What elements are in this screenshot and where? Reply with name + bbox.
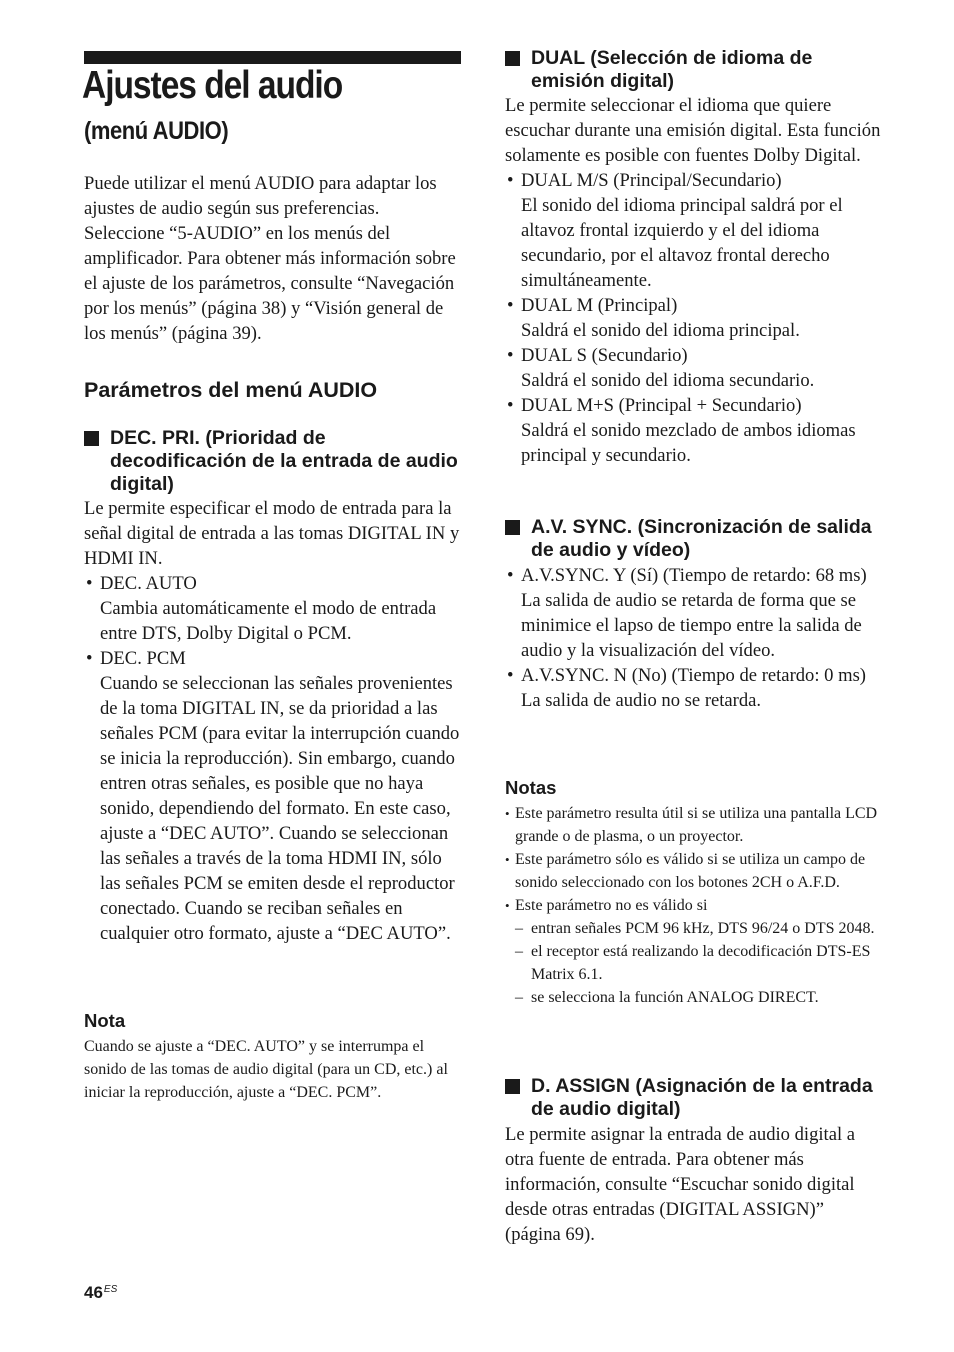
note-item: • Este parámetro sólo es válido si se utiliza un campo de sonido seleccionado con los botones 2CH o A.F.D. bbox=[505, 848, 883, 894]
bullet-icon: • bbox=[507, 295, 514, 316]
square-bullet-icon bbox=[505, 51, 520, 66]
bullet-icon: • bbox=[507, 170, 514, 191]
dec-pri-heading: DEC. PRI. (Prioridad de decodificación de la entrada de audio digital) bbox=[84, 427, 461, 496]
bullet-icon: • bbox=[507, 565, 514, 586]
notes-heading: Notas bbox=[505, 777, 557, 798]
bullet-icon: • bbox=[86, 648, 93, 669]
note-item: • Este parámetro no es válido si bbox=[505, 894, 883, 917]
sub-note-item: – entran señales PCM 96 kHz, DTS 96/24 o DTS 2048. bbox=[505, 917, 883, 940]
bullet-icon: • bbox=[507, 665, 514, 686]
list-item bbox=[505, 343, 883, 393]
square-bullet-icon bbox=[84, 431, 99, 446]
sub-note-item: – se selecciona la función ANALOG DIRECT. bbox=[505, 986, 883, 1009]
page-title: Ajustes del audio bbox=[82, 64, 343, 107]
bullet-icon: • bbox=[86, 573, 93, 594]
bullet-icon: • bbox=[505, 898, 510, 913]
d-assign-heading: D. ASSIGN (Asignación de la entrada de audio digital) bbox=[505, 1075, 883, 1121]
page-subtitle: (menú AUDIO) bbox=[84, 117, 229, 145]
item-description: Saldrá el sonido del idioma principal. bbox=[521, 320, 800, 341]
item-description: El sonido del idioma principal saldrá por el altavoz frontal izquierdo y el del idioma secundario, por el altavoz frontal derecho simultáneamente. bbox=[521, 195, 843, 291]
square-bullet-icon bbox=[505, 1079, 520, 1094]
item-description: La salida de audio se retarda de forma que se minimice el lapso de tiempo entre la salida de audio y la visualización del vídeo. bbox=[521, 590, 862, 661]
item-label: A.V.SYNC. Y (Sí) (Tiempo de retardo: 68 ms) bbox=[521, 565, 867, 586]
dual-description: Le permite seleccionar el idioma que quiere escuchar durante una emisión digital. Esta función solamente es posible con fuentes Dolby Digital. bbox=[505, 95, 881, 166]
item-label: DUAL M+S (Principal + Secundario) bbox=[521, 395, 802, 416]
intro-paragraph: Puede utilizar el menú AUDIO para adaptar los ajustes de audio según sus preferencias. Seleccione “5-AUDIO” en los menús del amplificador. Para obtener más información sobre el ajuste de los parámetros, consulte “Navegación por los menús” (página 38) y “Visión general de los menús” (página 39). bbox=[84, 173, 456, 344]
square-bullet-icon bbox=[505, 520, 520, 535]
bullet-icon: • bbox=[507, 345, 514, 366]
notes-list bbox=[505, 802, 883, 1009]
item-label: DEC. AUTO bbox=[100, 573, 197, 594]
item-label: DUAL M/S (Principal/Secundario) bbox=[521, 170, 782, 191]
note-text: Cuando se ajuste a “DEC. AUTO” y se interrumpa el sonido de las tomas de audio digital (para un CD, etc.) al iniciar la reproducción, ajuste a “DEC. PCM”. bbox=[84, 1038, 448, 1101]
dash-icon: – bbox=[515, 920, 523, 937]
list-item bbox=[505, 563, 883, 663]
list-item bbox=[505, 168, 883, 293]
item-description: Saldrá el sonido del idioma secundario. bbox=[521, 370, 815, 391]
language-suffix: ES bbox=[103, 1284, 118, 1295]
item-label: A.V.SYNC. N (No) (Tiempo de retardo: 0 ms) bbox=[521, 665, 867, 686]
item-label: DUAL M (Principal) bbox=[521, 295, 678, 316]
sub-note-item: – el receptor está realizando la decodificación DTS-ES Matrix 6.1. bbox=[505, 940, 883, 986]
dual-body bbox=[505, 93, 883, 468]
dec-pri-body bbox=[84, 496, 461, 946]
item-label: DUAL S (Secundario) bbox=[521, 345, 688, 366]
dash-icon: – bbox=[515, 943, 523, 960]
item-description: Cuando se seleccionan las señales provenientes de la toma DIGITAL IN, se da prioridad a las señales PCM (para evitar la interrupción cuando se inicia la reproducción). Sin embargo, cuando entren otras señales, es posible que no haya sonido, dependiendo del formato. En este caso, ajuste a “DEC AUTO”. Cuando se seleccionan las señales a través de la toma HDMI IN, sólo las señales PCM se emiten desde el reproductor conectado. Cuando se reciban señales en cualquier otro formato, ajuste a “DEC AUTO”. bbox=[100, 673, 460, 944]
bullet-icon: • bbox=[505, 806, 510, 821]
dash-icon: – bbox=[515, 989, 523, 1006]
page-number: $46^{ES}$ bbox=[84, 1283, 118, 1302]
title-rule bbox=[84, 51, 461, 64]
bullet-icon: • bbox=[505, 852, 510, 867]
item-description: Cambia automáticamente el modo de entrada entre DTS, Dolby Digital o PCM. bbox=[100, 598, 437, 644]
note-item: • Este parámetro resulta útil si se utiliza una pantalla LCD grande o de plasma, o un proyector. bbox=[505, 802, 883, 848]
d-assign-description: Le permite asignar la entrada de audio digital a otra fuente de entrada. Para obtener más información, consulte “Escuchar sonido digital desde otras entradas (DIGITAL ASSIGN)” (página 69). bbox=[505, 1124, 856, 1245]
item-description: Saldrá el sonido mezclado de ambos idiomas principal y secundario. bbox=[521, 420, 856, 466]
list-item bbox=[505, 393, 883, 468]
dec-pri-description: Le permite especificar el modo de entrada para la señal digital de entrada a las tomas DIGITAL IN y HDMI IN. bbox=[84, 498, 460, 569]
note-heading: Nota bbox=[84, 1010, 126, 1031]
av-sync-heading: A.V. SYNC. (Sincronización de salida de audio y vídeo) bbox=[505, 516, 883, 562]
list-item bbox=[505, 663, 883, 713]
list-item bbox=[84, 571, 461, 646]
item-label: DEC. PCM bbox=[100, 648, 186, 669]
list-item bbox=[505, 293, 883, 343]
params-heading: Parámetros del menú AUDIO bbox=[84, 378, 378, 402]
bullet-icon: • bbox=[507, 395, 514, 416]
list-item bbox=[84, 646, 461, 946]
item-description: La salida de audio no se retarda. bbox=[521, 690, 762, 711]
av-sync-body bbox=[505, 563, 883, 713]
dual-heading: DUAL (Selección de idioma de emisión digital) bbox=[505, 47, 883, 93]
